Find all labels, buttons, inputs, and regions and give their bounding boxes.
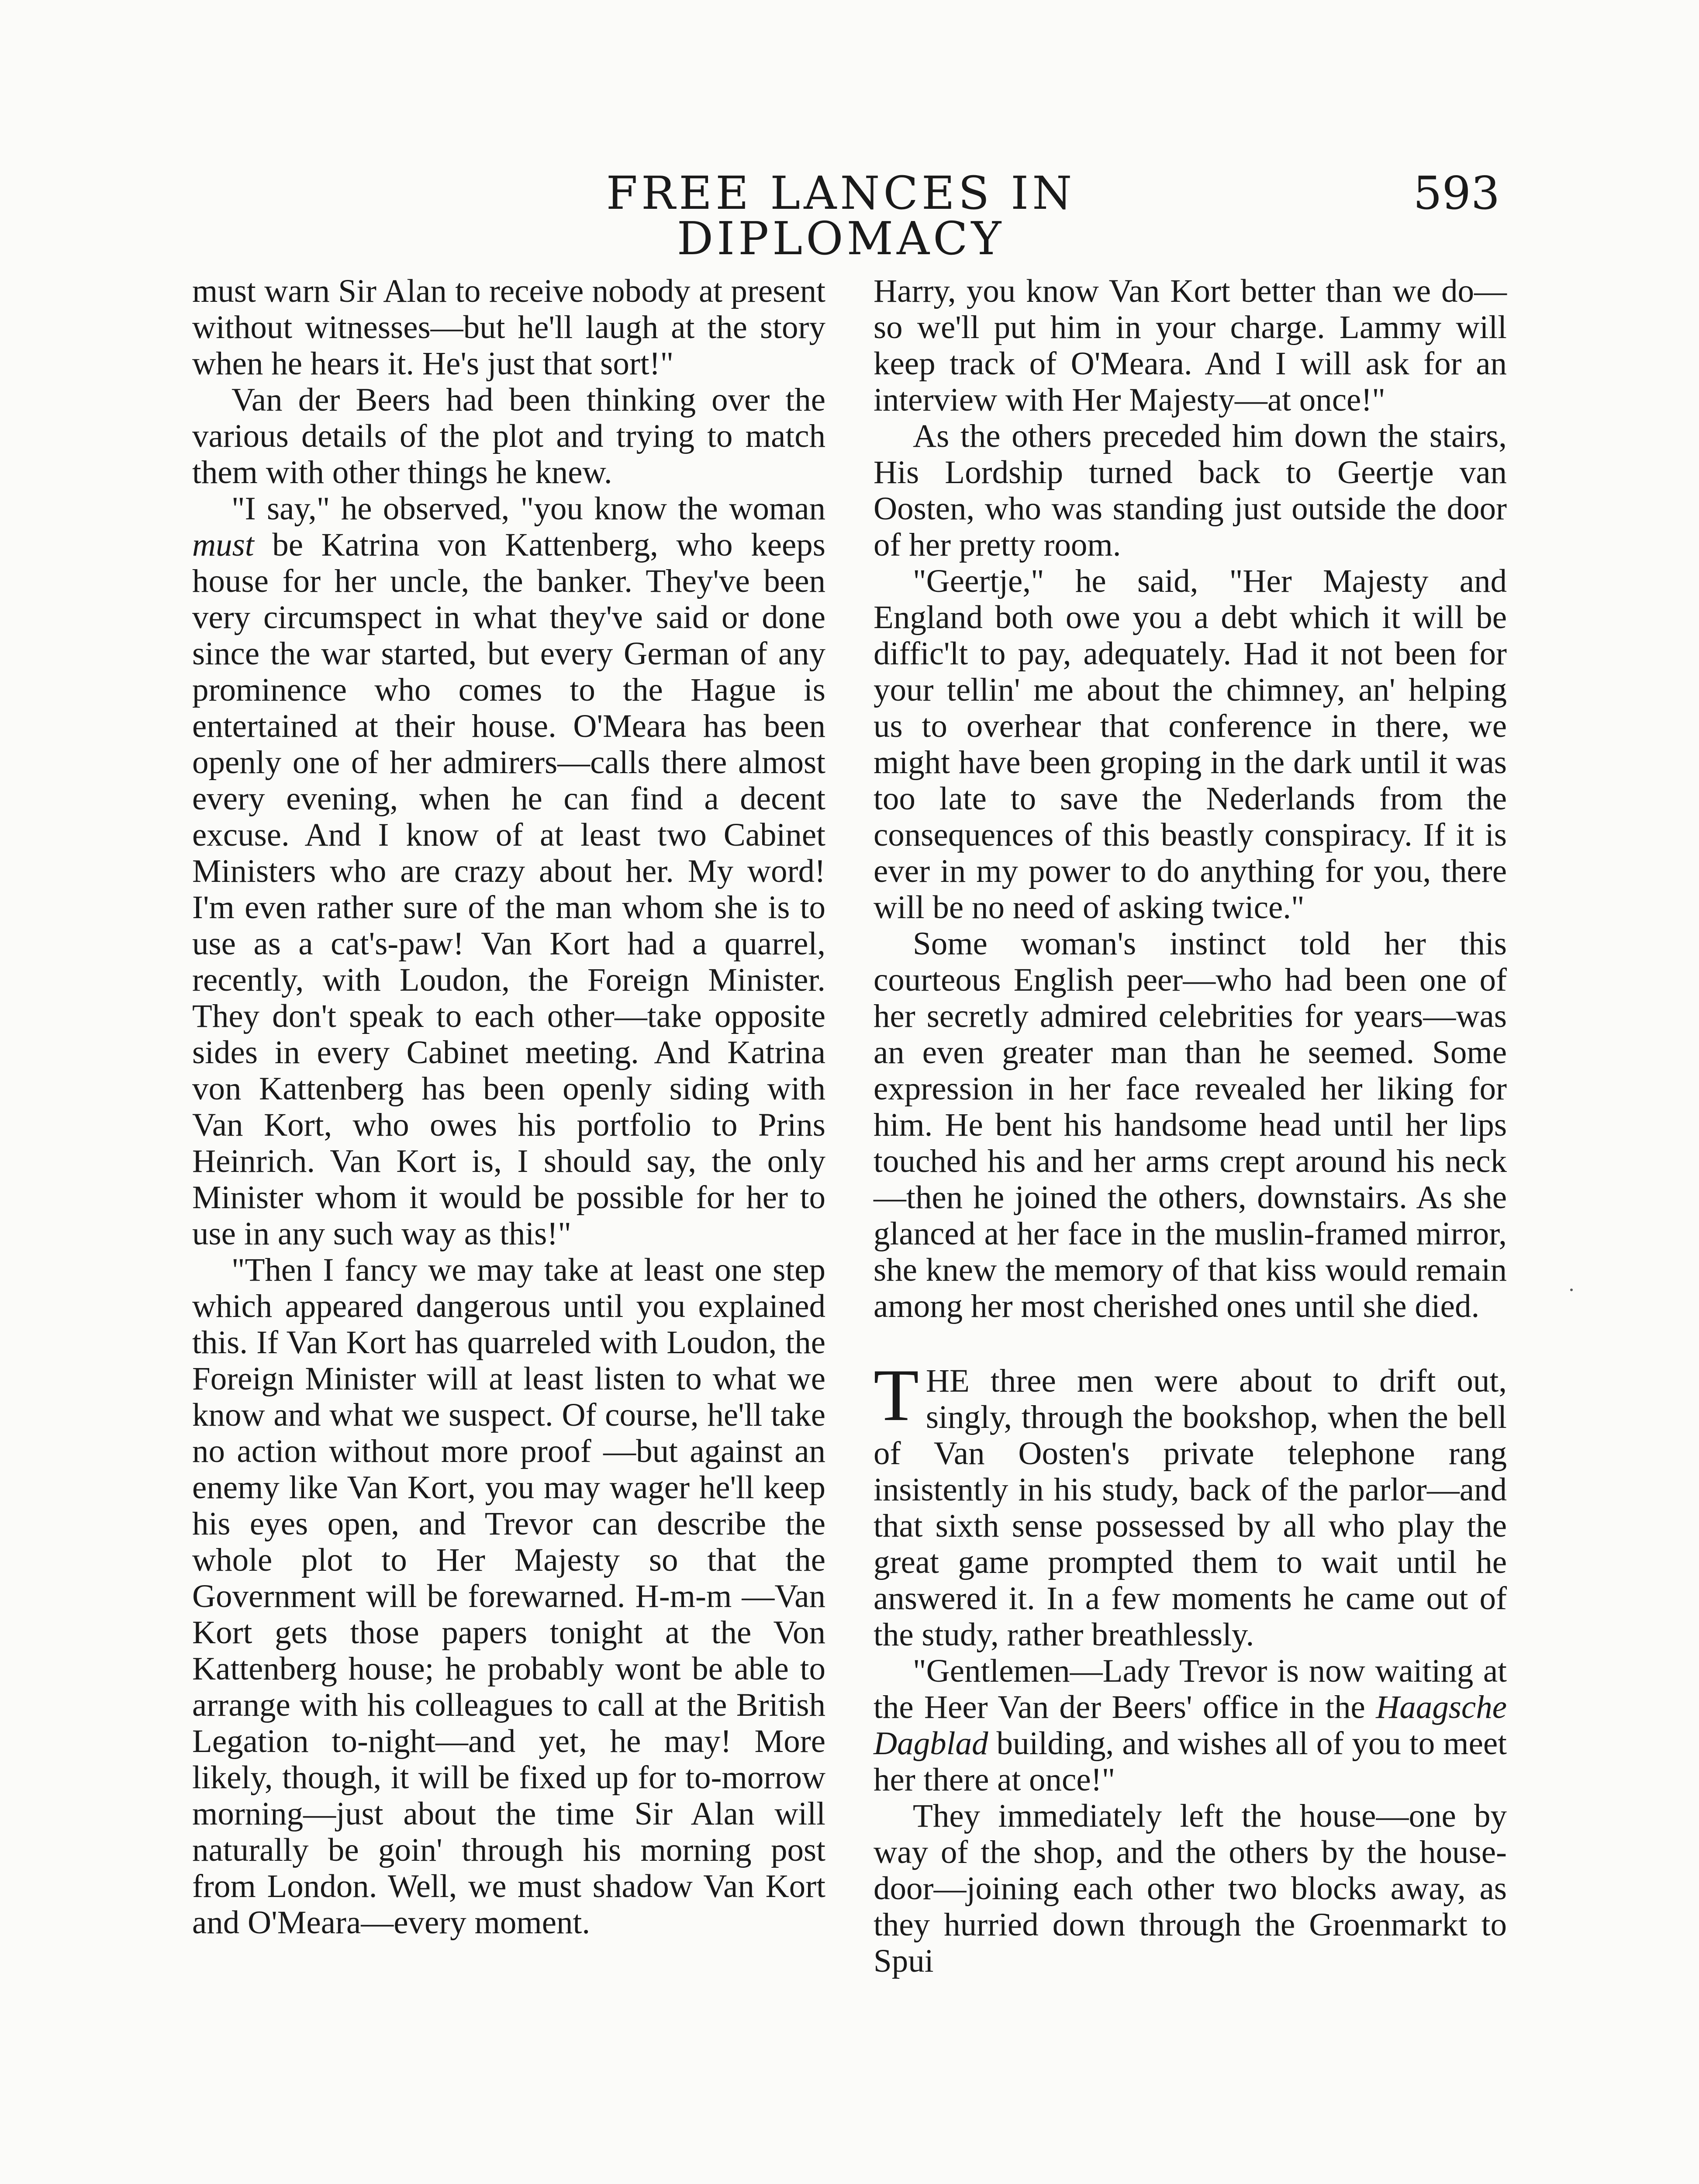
paragraph: Harry, you know Van Kort better than we do—so we'll put him in your charge. Lammy will keep track of O'Meara. And I will ask for an interview with Her Majesty—at once!": [874, 273, 1507, 418]
emphasis: Haagsche Dagblad: [874, 1689, 1507, 1762]
paragraph: [874, 1653, 1507, 1798]
text-run: building, and wishes all of you to meet her there at once!": [874, 1725, 1507, 1798]
running-title: FREE LANCES IN DIPLOMACY: [606, 166, 1076, 265]
paragraph: must warn Sir Alan to receive nobody at present without witnesses—but he'll laugh at the story when he hears it. He's just that sort!": [192, 273, 825, 382]
paragraph: As the others preceded him down the stairs, His Lordship turned back to Geertje van Oosten, who was standing just outside the door of her pretty room.: [874, 418, 1507, 563]
page-number: 593: [1413, 166, 1500, 220]
text-run: "Gentlemen—Lady Trevor is now waiting at the Heer Van der Beers' office in the: [874, 1653, 1507, 1725]
paragraph: "Geertje," he said, "Her Majesty and England both owe you a debt which it will be diffic'lt to pay, adequately. Had it not been for your tellin' me about the chimney, an' helping us to overhear that conference in there, we might have been groping in the dark until it was too late to save the Nederlands from the consequences of this beastly conspiracy. If it is ever in my power to do anything for you, there will be no need of asking twice.": [874, 563, 1507, 926]
margin-dot: [1570, 1289, 1573, 1291]
paragraph: "Then I fancy we may take at least one step which appeared dangerous until you explained this. If Van Kort has quarreled with Loudon, the Foreign Minister will at least listen to what we know and what we suspect. Of course, he'll take no action without more proof —but against an enemy like Van Kort, you may wager he'll keep his eyes open, and Trevor can describe the whole plot to Her Majesty so that the Government will be forewarned. H-m-m —Van Kort gets those papers tonight at the Von Kattenberg house; he probably wont be able to arrange with his colleagues to call at the British Legation to-night—and yet, he may! More likely, though, it will be fixed up for to-morrow morning—just about the time Sir Alan will naturally be goin' through his morning post from London. Well, we must shadow Van Kort and O'Meara—every moment.: [192, 1252, 825, 1941]
emphasis: must: [192, 527, 254, 563]
section-opening-paragraph: [874, 1354, 1507, 1653]
drop-cap: T: [874, 1354, 919, 1436]
paragraph: They immediately left the house—one by way of the shop, and the others by the house-door—joining each other two blocks away, as they hurried down through the Groenmarkt to Spui: [874, 1798, 1507, 1979]
paragraph: Van der Beers had been thinking over the various details of the plot and trying to match them with other things he knew.: [192, 382, 825, 491]
left-column: [192, 273, 825, 1941]
text-run: "I say," he observed, "you know the woman: [231, 491, 825, 527]
text-run: be Katrina von Kattenberg, who keeps house for her uncle, the banker. They've been very circumspect in what they've said or done since the war started, but every German of any prominence who comes to the Hague is entertained at their house. O'Meara has been openly one of her admirers—calls there almost every evening, when he can find a decent excuse. And I know of at least two Cabinet Ministers who are crazy about her. My word! I'm even rather sure of the man whom she is to use as a cat's-paw! Van Kort had a quarrel, recently, with Loudon, the Foreign Minister. They don't speak to each other—take opposite sides in every Cabinet meeting. And Katrina von Kattenberg has been openly siding with Van Kort, who owes his portfolio to Prins Heinrich. Van Kort is, I should say, the only Minister whom it would be possible for her to use in any such way as this!": [192, 527, 825, 1252]
paragraph: Some woman's instinct told her this courteous English peer—who had been one of her secretly admired celebrities for years—was an even greater man than he seemed. Some expression in her face revealed her liking for him. He bent his handsome head until her lips touched his and her arms crept around his neck—then he joined the others, downstairs. As she glanced at her face in the muslin-framed mirror, she knew the memory of that kiss would remain among her most cherished ones until she died.: [874, 926, 1507, 1324]
text-run: HE three men were about to drift out, singly, through the bookshop, when the bell of Van Oosten's private telephone rang insistently in his study, back of the parlor—and that sixth sense possessed by all who play the great game prompted them to wait until he answered it. In a few moments he came out of the study, rather breathlessly.: [874, 1363, 1507, 1653]
paragraph: [192, 491, 825, 1252]
right-column: [874, 273, 1507, 1979]
